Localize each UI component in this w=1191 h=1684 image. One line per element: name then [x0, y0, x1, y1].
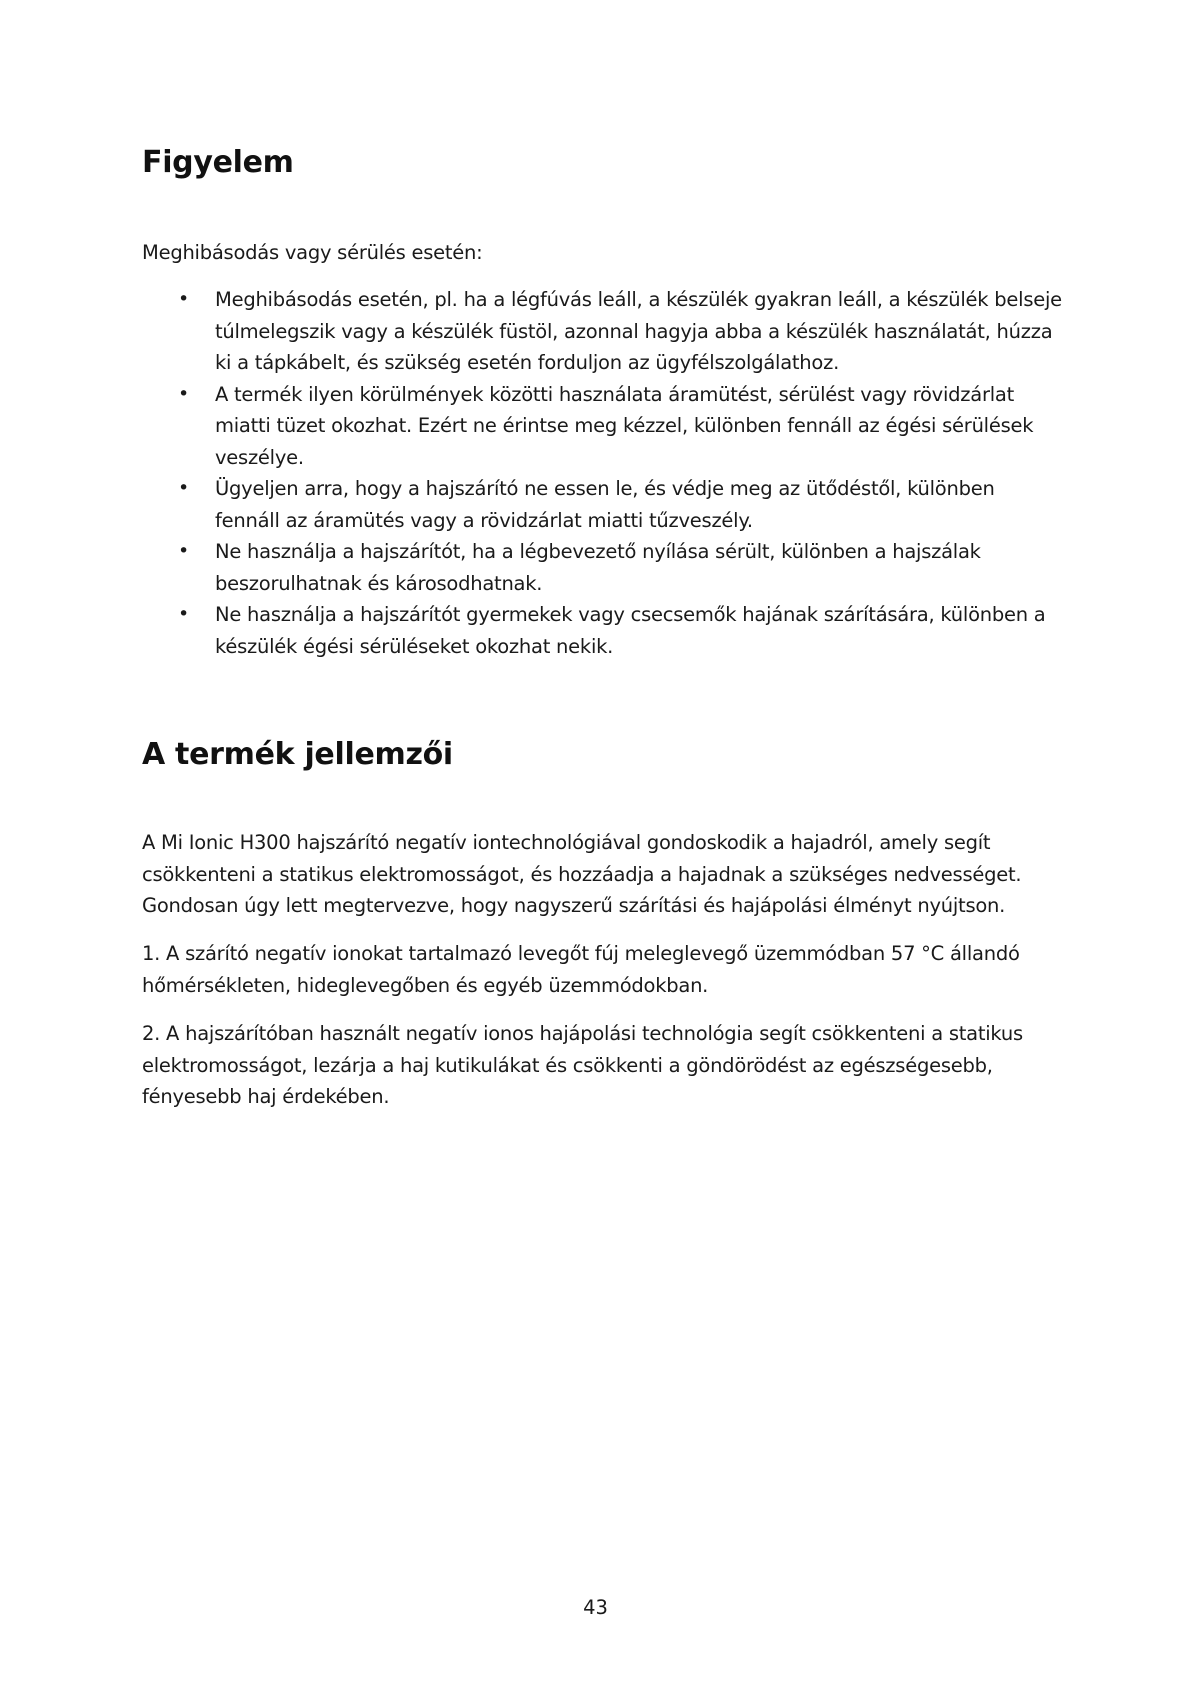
- bullet-icon: •: [178, 477, 189, 499]
- section-title-warning: Figyelem: [142, 145, 294, 180]
- feature-point-1: 1. A szárító negatív ionokat tartalmazó levegőt fúj meleglevegő üzemmódban 57 °C állandó hőmérsékleten, hideglevegőben és egyéb üzemmódokban.: [142, 942, 1020, 997]
- list-item: • Ügyeljen arra, hogy a hajszárító ne essen le, és védje meg az ütődéstől, különben fennáll az áramütés vagy a rövidzárlat miatti tűzveszély.: [142, 473, 1062, 536]
- section-title-features: A termék jellemzői: [142, 737, 453, 772]
- page-number: 43: [583, 1596, 608, 1619]
- features-intro: A Mi Ionic H300 hajszárító negatív iontechnológiával gondoskodik a hajadról, amely segít csökkenteni a statikus elektromosságot, és hozzáadja a hajadnak a szükséges nedvességet. Gondosan úgy lett megtervezve, hogy nagyszerű szárítási és hajápolási élményt nyújtson.: [142, 831, 1022, 917]
- list-item: • Ne használja a hajszárítót, ha a légbevezető nyílása sérült, különben a hajszálak beszorulhatnak és károsodhatnak.: [142, 536, 1062, 599]
- warning-list: [142, 284, 1062, 662]
- bullet-icon: •: [178, 288, 189, 310]
- bullet-icon: •: [178, 603, 189, 625]
- bullet-icon: •: [178, 382, 189, 405]
- bullet-icon: •: [178, 540, 189, 562]
- list-item: • A termék ilyen körülmények közötti használata áramütést, sérülést vagy rövidzárlat miatti tüzet okozhat. Ezért ne érintse meg kézzel, különben fennáll az égési sérülések veszélye.: [142, 379, 1062, 474]
- feature-point-2: 2. A hajszárítóban használt negatív ionos hajápolási technológia segít csökkenteni a statikus elektromosságot, lezárja a haj kutikulákat és csökkenti a göndörödést az egészségesebb, fényesebb haj érdekében.: [142, 1022, 1023, 1108]
- list-item: • Meghibásodás esetén, pl. ha a légfúvás leáll, a készülék gyakran leáll, a készülék belseje túlmelegszik vagy a készülék füstöl, azonnal hagyja abba a készülék használatát, húzza ki a tápkábelt, és szükség esetén forduljon az ügyfélszolgálathoz.: [142, 284, 1062, 379]
- warning-intro: Meghibásodás vagy sérülés esetén:: [142, 241, 483, 264]
- list-item: • Ne használja a hajszárítót gyermekek vagy csecsemők hajának szárítására, különben a készülék égési sérüléseket okozhat nekik.: [142, 599, 1062, 662]
